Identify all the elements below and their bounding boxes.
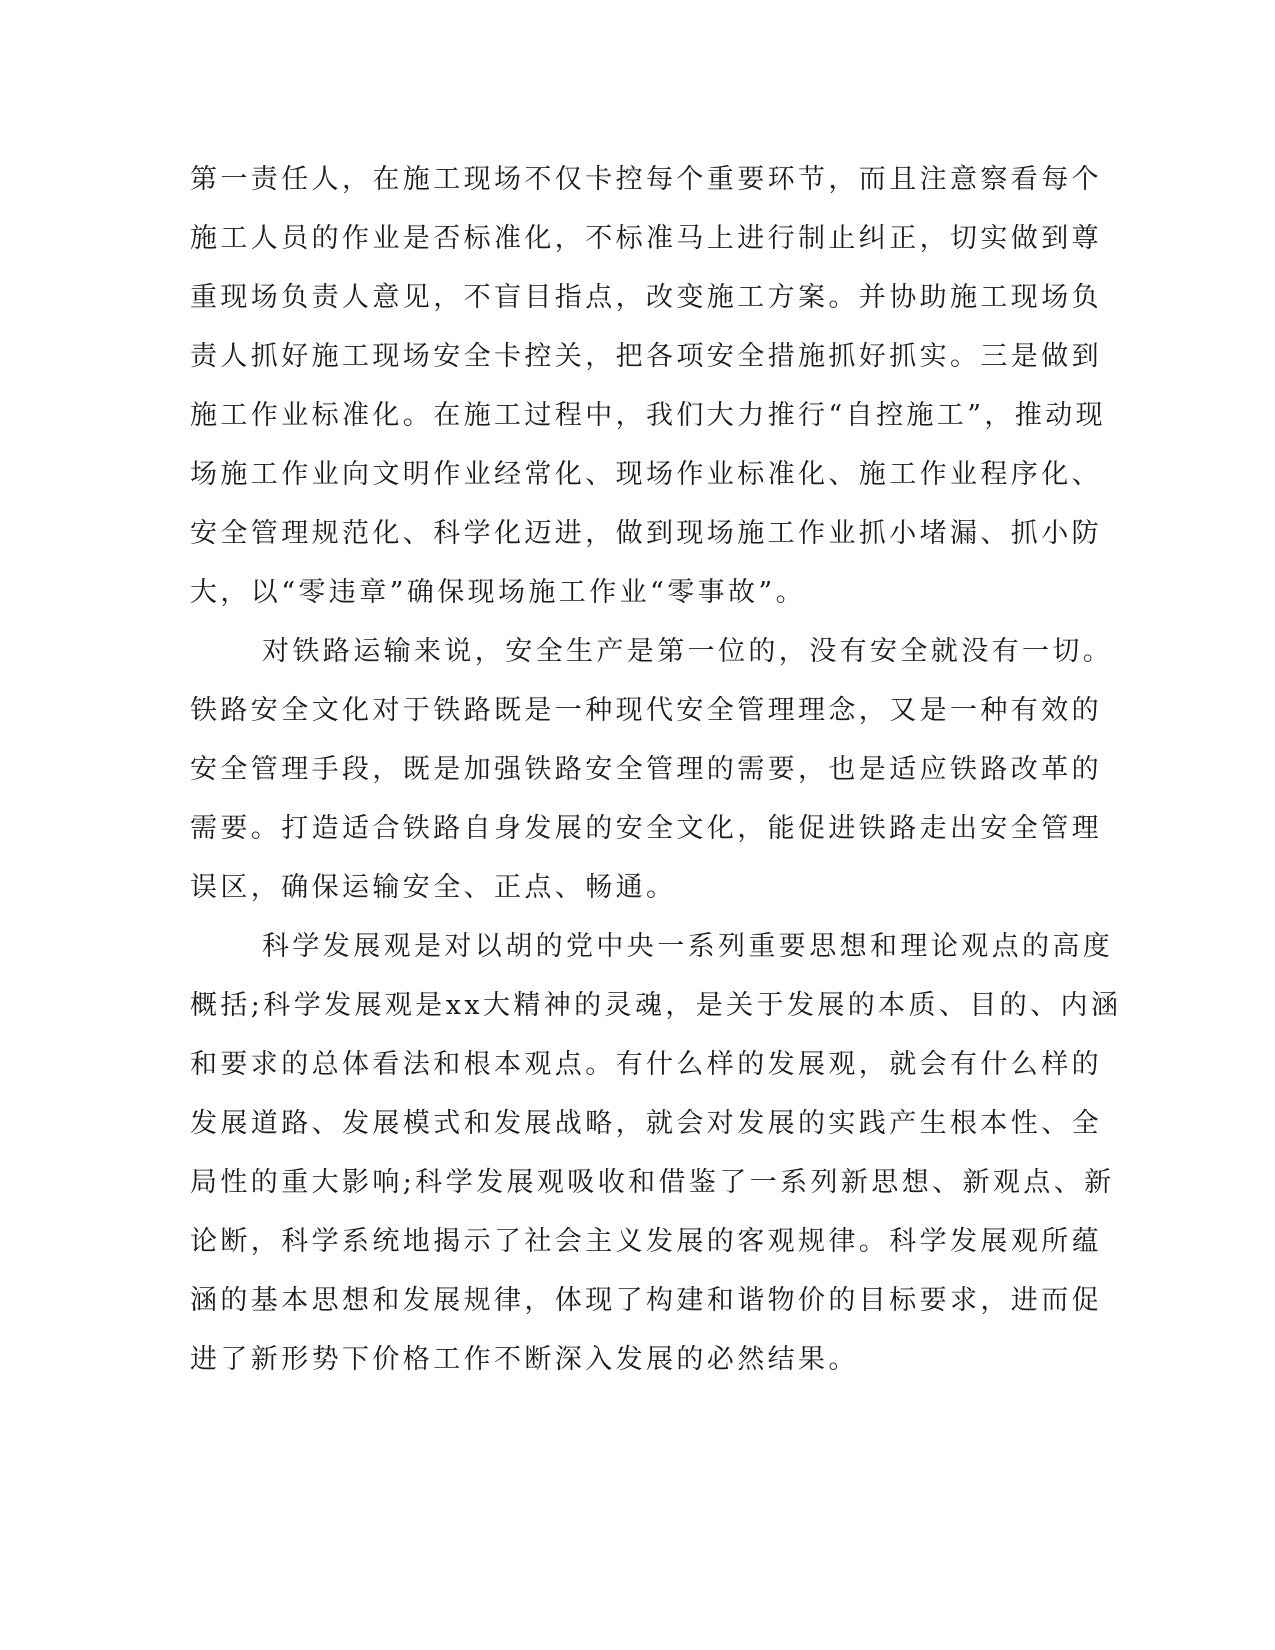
text-line-1: 第一责任人，在施工现场不仅卡控每个重要环节，而且注意察看每个 (190, 164, 1102, 195)
text-line-15: 概括;科学发展观是xx大精神的灵魂，是关于发展的本质、目的、内涵 (190, 990, 1122, 1021)
text-line-10: 铁路安全文化对于铁路既是一种现代安全管理理念，又是一种有效的 (190, 695, 1102, 726)
text-line-19: 论断，科学系统地揭示了社会主义发展的客观规律。科学发展观所蕴 (190, 1226, 1102, 1257)
text-line-3: 重现场负责人意见，不盲目指点，改变施工方案。并协助施工现场负 (190, 282, 1102, 313)
text-line-11: 安全管理手段，既是加强铁路安全管理的需要，也是适应铁路改革的 (190, 754, 1102, 785)
text-line-16: 和要求的总体看法和根本观点。有什么样的发展观，就会有什么样的 (190, 1049, 1102, 1080)
text-line-21: 进了新形势下价格工作不断深入发展的必然结果。 (190, 1344, 859, 1375)
text-line-14: 科学发展观是对以胡的党中央一系列重要思想和理论观点的高度 (262, 931, 1114, 962)
text-line-18: 局性的重大影响;科学发展观吸收和借鉴了一系列新思想、新观点、新 (190, 1167, 1115, 1198)
text-line-7: 安全管理规范化、科学化迈进，做到现场施工作业抓小堵漏、抓小防 (190, 518, 1102, 549)
text-line-9: 对铁路运输来说，安全生产是第一位的，没有安全就没有一切。 (262, 636, 1114, 667)
text-line-6: 场施工作业向文明作业经常化、现场作业标准化、施工作业程序化、 (190, 459, 1102, 490)
text-line-5: 施工作业标准化。在施工过程中，我们大力推行“自控施工”，推动现 (190, 400, 1107, 431)
text-line-20: 涵的基本思想和发展规律，体现了构建和谐物价的目标要求，进而促 (190, 1285, 1102, 1316)
text-line-17: 发展道路、发展模式和发展战略，就会对发展的实践产生根本性、全 (190, 1108, 1102, 1139)
text-line-8: 大，以“零违章”确保现场施工作业“零事故”。 (190, 577, 807, 608)
text-line-13: 误区，确保运输安全、正点、畅通。 (190, 872, 677, 903)
text-line-12: 需要。打造适合铁路自身发展的安全文化，能促进铁路走出安全管理 (190, 813, 1102, 844)
text-line-2: 施工人员的作业是否标准化，不标准马上进行制止纠正，切实做到尊 (190, 223, 1102, 254)
text-line-4: 责人抓好施工现场安全卡控关，把各项安全措施抓好抓实。三是做到 (190, 341, 1102, 372)
